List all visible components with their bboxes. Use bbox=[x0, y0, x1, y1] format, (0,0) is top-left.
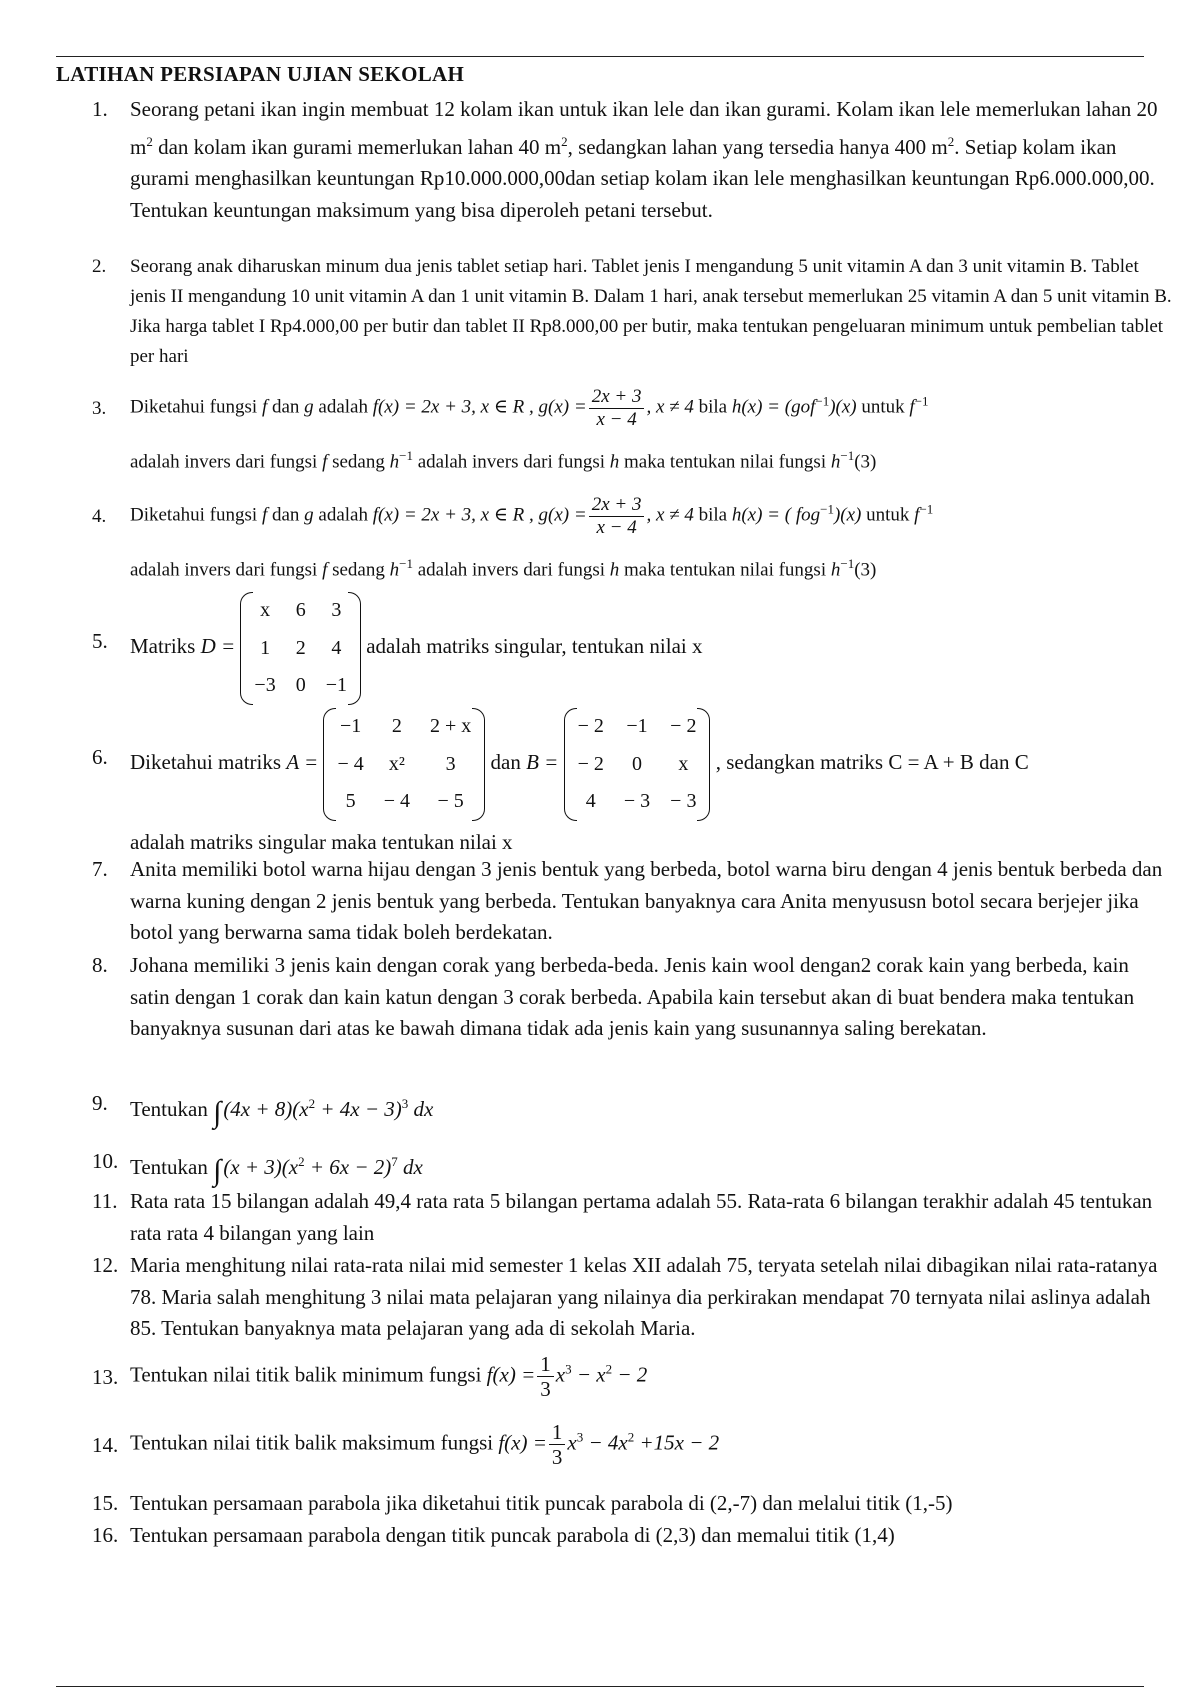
question-4 bbox=[92, 494, 1172, 585]
matrix-b-cell-1-0: − 2 bbox=[577, 752, 604, 775]
question-16 bbox=[92, 1520, 1172, 1552]
matrix-d-cell-1-0: 1 bbox=[260, 636, 271, 659]
integral-symbol: ∫ bbox=[213, 1096, 222, 1129]
question-number: 4. bbox=[92, 506, 107, 527]
question-number: 12. bbox=[92, 1253, 119, 1277]
matrix-a-cell-2-0: 5 bbox=[345, 790, 356, 812]
question-text: Seorang petani ikan ingin membuat 12 kolam ikan untuk ikan lele dan ikan gurami. Kolam ikan lele memerlukan lahan 20 $m^2$ dan kolam ikan gurami memerlukan lahan 40 $m^2$, sedangkan lahan yang tersedia hanya 400 $m^2$. Setiap kolam ikan gurami menghasilkan keuntungan Rp10.000.000,00dan setiap kolam ikan lele menghasilkan keuntungan Rp6.000.000,00. Tentukan keuntungan maksimum yang bisa diperoleh petani tersebut. bbox=[130, 97, 1158, 222]
question-text: Maria menghitung nilai rata-rata nilai mid semester 1 kelas XII adalah 75, teryata setelah nilai dibagikan nilai rata-ratanya 78. Maria salah menghitung 3 nilai mata pelajaran yang nilainya dia perkirakan mendapat 70 ternyata nilai aslinya adalah 85. Tentukan banyaknya mata pelajaran yang ada di sekolah Maria. bbox=[130, 1253, 1158, 1340]
integral-symbol: ∫ bbox=[213, 1154, 222, 1187]
question-number: 2. bbox=[92, 256, 107, 277]
question-2 bbox=[92, 252, 1172, 372]
question-text: Tentukan persamaan parabola jika diketahui titik puncak parabola di (2,-7) dan melalui titik (1,-5) bbox=[130, 1491, 953, 1515]
question-text: Tentukan persamaan parabola dengan titik puncak parabola di (2,3) dan memalui titik (1,4) bbox=[130, 1523, 895, 1547]
matrix-a-cell-1-1: x² bbox=[388, 752, 405, 775]
question-number: 9. bbox=[92, 1091, 108, 1115]
matrix-d-cell-2-1: 0 bbox=[295, 674, 306, 696]
matrix-b-cell-1-1: 0 bbox=[632, 752, 643, 775]
matrix-d-cell-1-2: 4 bbox=[331, 636, 342, 659]
matrix-d bbox=[244, 592, 357, 705]
question-text-line2: adalah matriks singular maka tentukan nilai x bbox=[130, 829, 513, 854]
question-number: 8. bbox=[92, 953, 108, 977]
question-number: 16. bbox=[92, 1523, 119, 1547]
question-10 bbox=[92, 1146, 1172, 1187]
question-number: 3. bbox=[92, 398, 107, 419]
matrix-d-cell-0-2: 3 bbox=[331, 599, 342, 621]
question-number: 13. bbox=[92, 1365, 119, 1389]
question-text: Tentukan $\int(x + 3)(x^2 + 6x - 2)^7$ dx bbox=[130, 1154, 423, 1187]
question-number: 6. bbox=[92, 745, 108, 769]
question-text: Diketahui fungsi f dan g adalah f(x) = 2x + 3, x ∈ R , g(x) = $\frac{2x + 3}{x - 4}$ , x ≠ 4 bila h(x) = ( fog$^{-1}$)(x) untuk $f^{-1}$ bbox=[130, 494, 934, 538]
matrix-a-cell-0-0: −1 bbox=[339, 715, 362, 737]
question-number: 1. bbox=[92, 97, 108, 121]
matrix-a-cell-2-2: − 5 bbox=[437, 790, 464, 812]
question-text: Seorang anak diharuskan minum dua jenis tablet setiap hari. Tablet jenis I mengandung 5 unit vitamin A dan 3 unit vitamin B. Tablet jenis II mengandung 10 unit vitamin A dan 1 unit vitamin B. Dalam 1 hari, anak tersebut memerlukan 25 vitamin A dan 5 unit vitamin B. Jika harga tablet I Rp4.000,00 per butir dan tablet II Rp8.000,00 per butir, maka tentukan pengeluaran minimum untuk pembelian tablet per hari bbox=[130, 256, 1172, 367]
question-number: 11. bbox=[92, 1189, 118, 1213]
question-text-line2: adalah invers dari fungsi f sedang $h^{-1}$ adalah invers dari fungsi h maka tentukan nilai fungsi $h^{-1}(3)$ bbox=[130, 555, 877, 581]
question-text: Tentukan nilai titik balik maksimum fungsi f(x) = $\frac{1}{3}$ $x^3 - 4x^2 +15x - 2$ bbox=[130, 1420, 720, 1470]
question-11 bbox=[92, 1186, 1172, 1249]
question-text: Anita memiliki botol warna hijau dengan 3 jenis bentuk yang berbeda, botol warna biru dengan 4 jenis bentuk berbeda dan warna kuning dengan 2 jenis bentuk yang berbeda. Tentukan banyaknya cara Anita menyususn botol secara berjejer jika botol yang berwarna sama tidak boleh berdekatan. bbox=[130, 857, 1163, 944]
question-15 bbox=[92, 1488, 1172, 1520]
question-text: Diketahui fungsi f dan g adalah f(x) = 2x + 3, x ∈ R , g(x) = $\frac{2x + 3}{x - 4}$ , x ≠ 4 bila h(x) = (gof$^{-1}$)(x) untuk $f^{-1}$ bbox=[130, 386, 929, 430]
question-number: 14. bbox=[92, 1433, 119, 1457]
question-3 bbox=[92, 386, 1172, 477]
question-text: Tentukan nilai titik balik minimum fungsi f(x) = $\frac{1}{3}$ $x^3 - x^2 - 2$ bbox=[130, 1352, 648, 1402]
question-number: 15. bbox=[92, 1491, 119, 1515]
matrix-b-cell-2-0: 4 bbox=[585, 790, 596, 812]
matrix-a-cell-0-1: 2 bbox=[391, 715, 402, 737]
matrix-d-cell-0-1: 6 bbox=[295, 599, 306, 621]
question-text: Diketahui matriks A = −1 2 2 + x − 4 x² 3 5 − 4 − 5 dan B = − 2 −1 − 2 − 2 0 x 4 − 3 − 3 , sedangkan matriks C = A + B dan C bbox=[130, 708, 1172, 821]
question-14 bbox=[92, 1420, 1172, 1469]
matrix-b-cell-1-2: x bbox=[678, 752, 689, 775]
bottom-rule bbox=[56, 1686, 1144, 1687]
matrix-d-cell-0-0: x bbox=[260, 599, 271, 621]
matrix-a-cell-2-1: − 4 bbox=[383, 790, 410, 812]
question-1 bbox=[92, 94, 1172, 226]
matrix-a-cell-0-2: 2 + x bbox=[430, 715, 472, 737]
matrix-a-cell-1-2: 3 bbox=[445, 752, 456, 775]
matrix-d-cell-1-1: 2 bbox=[295, 636, 306, 659]
question-12 bbox=[92, 1250, 1172, 1345]
question-7 bbox=[92, 854, 1172, 949]
fraction: $\frac{2x + 3}{x - 4}$ bbox=[589, 386, 645, 431]
question-text: Tentukan $\int(4x + 8)(x^2 + 4x - 3)^3$ dx bbox=[130, 1096, 434, 1129]
question-9 bbox=[92, 1088, 1172, 1129]
matrix-b-cell-2-1: − 3 bbox=[623, 790, 651, 812]
page-title: LATIHAN PERSIAPAN UJIAN SEKOLAH bbox=[56, 62, 465, 86]
question-text: Matriks D = x 6 3 1 2 4 −3 0 −1 adalah matriks singular, tentukan nilai x bbox=[130, 592, 1172, 705]
matrix-b bbox=[568, 708, 707, 821]
question-6 bbox=[92, 708, 1172, 858]
fraction: $\frac{1}{3}$ bbox=[549, 1420, 566, 1469]
matrix-a bbox=[327, 708, 481, 821]
fraction: $\frac{1}{3}$ bbox=[537, 1352, 554, 1401]
question-text-line2: adalah invers dari fungsi f sedang $h^{-1}$ adalah invers dari fungsi h maka tentukan nilai fungsi $h^{-1}(3)$ bbox=[130, 447, 877, 473]
matrix-d-cell-2-0: −3 bbox=[254, 674, 276, 696]
matrix-a-cell-1-0: − 4 bbox=[337, 752, 364, 775]
matrix-b-cell-0-2: − 2 bbox=[670, 715, 697, 737]
question-number: 5. bbox=[92, 629, 108, 653]
question-number: 10. bbox=[92, 1149, 119, 1173]
question-text: Johana memiliki 3 jenis kain dengan corak yang berbeda-beda. Jenis kain wool dengan2 corak kain yang berbeda, kain satin dengan 1 corak dan kain katun dengan 3 corak berbeda. Apabila kain tersebut akan di buat bendera maka tentukan banyaknya susunan dari atas ke bawah dimana tidak ada jenis kain yang susunannya saling berekatan. bbox=[130, 953, 1135, 1040]
question-8 bbox=[92, 950, 1172, 1045]
question-13 bbox=[92, 1352, 1172, 1401]
matrix-d-cell-2-2: −1 bbox=[325, 674, 347, 696]
question-5 bbox=[92, 592, 1172, 705]
matrix-b-cell-0-1: −1 bbox=[626, 715, 648, 737]
top-rule bbox=[56, 56, 1144, 57]
question-number: 7. bbox=[92, 857, 108, 881]
fraction: $\frac{2x + 3}{x - 4}$ bbox=[589, 494, 645, 539]
matrix-b-cell-0-0: − 2 bbox=[577, 715, 604, 737]
matrix-b-cell-2-2: − 3 bbox=[670, 790, 697, 812]
question-text: Rata rata 15 bilangan adalah 49,4 rata rata 5 bilangan pertama adalah 55. Rata-rata 6 bilangan terakhir adalah 45 tentukan rata rata 4 bilangan yang lain bbox=[130, 1189, 1153, 1245]
